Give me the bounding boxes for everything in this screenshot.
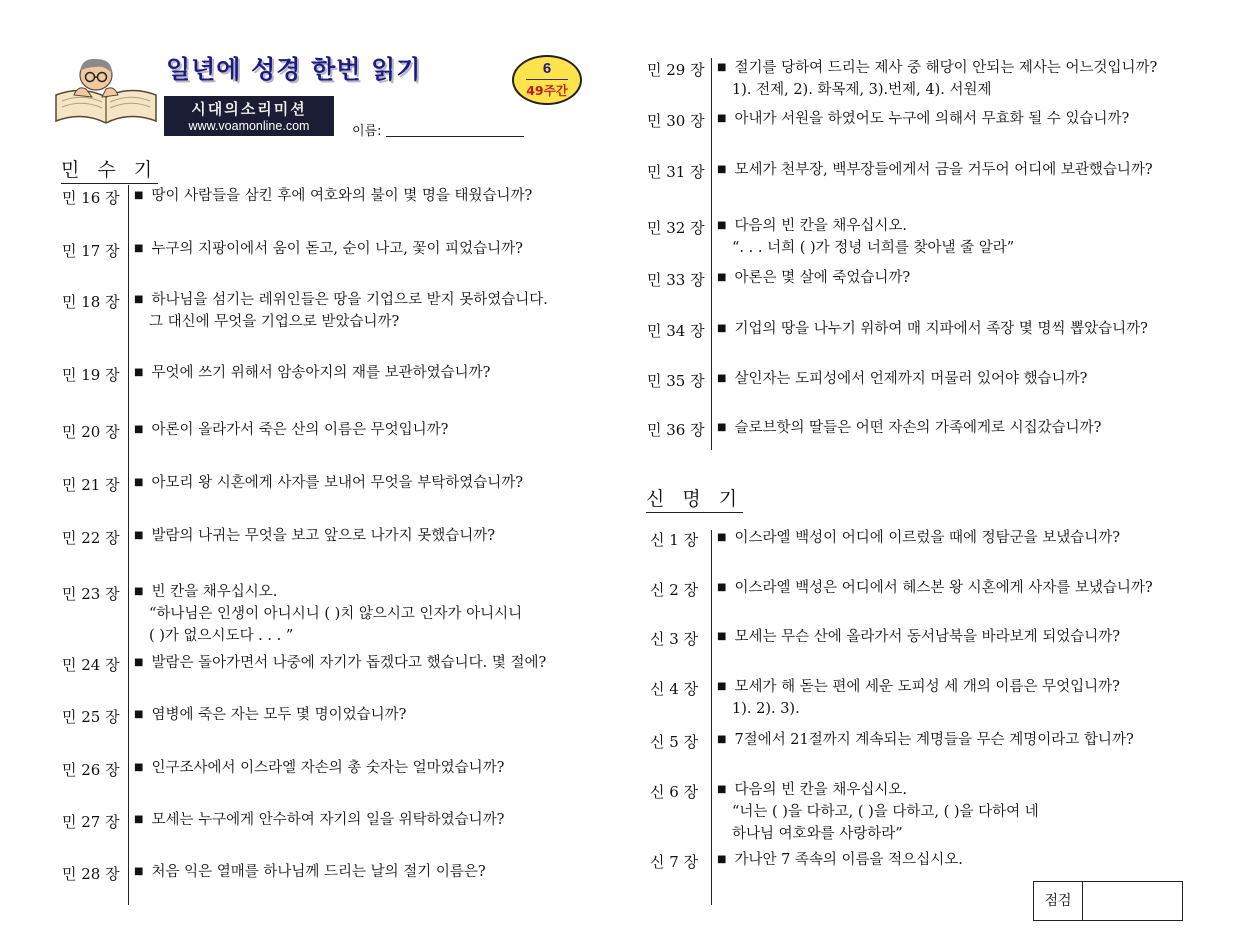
brand-url: www.voamonline.com (188, 119, 310, 133)
bullet-icon: ■ (717, 272, 727, 283)
question-text: 아내가 서원을 하였어도 누구에 의해서 무효화 될 수 있습니까? (734, 111, 1130, 127)
question-item (717, 527, 1120, 549)
question-item (717, 368, 1087, 390)
question-text: 발람은 돌아가면서 나중에 자기가 돕겠다고 했습니다. 몇 절에? (151, 655, 547, 671)
question-item (717, 215, 1014, 259)
question-text: 이스라엘 백성이 어디에 이르렀을 때에 정탐군을 보냈습니까? (734, 530, 1121, 546)
question-item (717, 417, 1101, 439)
question-text: 무엇에 쓰기 위해서 암송아지의 재를 보관하였습니까? (151, 365, 491, 381)
chapter-label: 민 27 장 (62, 813, 120, 831)
question-text: 살인자는 도피성에서 언제까지 머물러 있어야 했습니까? (734, 371, 1088, 387)
bullet-icon: ■ (134, 424, 144, 435)
chapter-label: 민 16 장 (62, 189, 120, 207)
question-item (717, 57, 1157, 101)
question-text: 슬로브핫의 딸들은 어떤 자손의 가족에게로 시집갔습니까? (734, 420, 1102, 436)
brand-banner (164, 96, 334, 136)
question-text: 다음의 빈 칸을 채우십시오. (734, 218, 907, 234)
bullet-icon: ■ (134, 530, 144, 541)
question-item (134, 289, 548, 333)
question-subline: 1). 2). 3). (732, 701, 800, 717)
chapter-label: 신 4 장 (650, 680, 699, 698)
bullet-icon: ■ (717, 62, 727, 73)
bullet-icon: ■ (717, 373, 727, 384)
bullet-icon: ■ (717, 631, 727, 642)
badge-week: 49주간 (526, 83, 568, 98)
chapter-label: 민 28 장 (62, 865, 120, 883)
chapter-label: 민 25 장 (62, 708, 120, 726)
question-item (134, 419, 448, 441)
question-item (717, 779, 1039, 845)
bullet-icon: ■ (134, 243, 144, 254)
question-text: 아모리 왕 시혼에게 사자를 보내어 무엇을 부탁하였습니까? (151, 475, 524, 491)
chapter-label: 민 26 장 (62, 761, 120, 779)
question-subline: “. . . 너희 ( )가 정녕 너희를 찾아낼 줄 알라” (732, 240, 1015, 256)
question-item (717, 849, 963, 871)
chapter-label: 신 1 장 (650, 531, 699, 549)
question-text: 가나안 7 족속의 이름을 적으십시오. (734, 852, 963, 868)
chapter-label: 민 20 장 (62, 423, 120, 441)
bullet-icon: ■ (134, 866, 144, 877)
bullet-icon: ■ (134, 709, 144, 720)
chapter-label: 민 23 장 (62, 585, 120, 603)
bullet-icon: ■ (134, 657, 144, 668)
question-item (134, 362, 490, 384)
bullet-icon: ■ (717, 422, 727, 433)
question-item (134, 704, 406, 726)
reader-icon (52, 55, 160, 125)
chapter-label: 민 34 장 (647, 322, 705, 340)
question-text: 인구조사에서 이스라엘 자손의 총 숫자는 얼마였습니까? (151, 760, 505, 776)
chapter-label: 민 29 장 (647, 61, 705, 79)
question-item (134, 238, 523, 260)
question-text: 처음 익은 열매를 하나님께 드리는 날의 절기 이름은? (151, 864, 486, 880)
question-text: 하나님을 섬기는 레위인들은 땅을 기업으로 받지 못하였습니다. (151, 292, 548, 308)
question-text: 모세가 해 돋는 편에 세운 도피성 세 개의 이름은 무엇입니까? (734, 679, 1120, 695)
bullet-icon: ■ (134, 762, 144, 773)
right-top-divider (711, 58, 712, 450)
question-item (134, 472, 523, 494)
question-text: 기업의 땅을 나누기 위하여 매 지파에서 족장 몇 명씩 뽑았습니까? (734, 321, 1148, 337)
chapter-label: 신 5 장 (650, 733, 699, 751)
question-item (717, 626, 1120, 648)
check-label: 점검 (1034, 882, 1083, 920)
brand-name: 시대의소리미션 (191, 100, 307, 118)
name-field-line[interactable] (386, 136, 524, 137)
question-item (717, 676, 1120, 720)
question-item (717, 159, 1153, 181)
question-text: 아론이 올라가서 죽은 산의 이름은 무엇입니까? (151, 422, 449, 438)
question-text: 다음의 빈 칸을 채우십시오. (734, 782, 907, 798)
question-item (717, 318, 1148, 340)
question-text: 절기를 당하여 드리는 제사 중 해당이 안되는 제사는 어느것입니까? (734, 60, 1158, 76)
question-text: 염병에 죽은 자는 모두 몇 명이었습니까? (151, 707, 407, 723)
bullet-icon: ■ (717, 734, 727, 745)
chapter-label: 신 2 장 (650, 581, 699, 599)
chapter-label: 민 17 장 (62, 242, 120, 260)
badge-number: 6 (542, 60, 552, 77)
page-title: 일년에 성경 한번 읽기 (166, 55, 422, 84)
question-text: 모세는 누구에게 안수하여 자기의 일을 위탁하였습니까? (151, 812, 505, 828)
left-column-divider (128, 185, 129, 905)
bullet-icon: ■ (717, 582, 727, 593)
chapter-label: 신 6 장 (650, 783, 699, 801)
question-subline: ( )가 없으시도다 . . . ” (149, 628, 294, 644)
bullet-icon: ■ (717, 532, 727, 543)
question-item (717, 577, 1153, 599)
bullet-icon: ■ (134, 294, 144, 305)
bullet-icon: ■ (134, 586, 144, 597)
chapter-label: 민 33 장 (647, 271, 705, 289)
question-subline: 그 대신에 무엇을 기업으로 받았습니까? (149, 314, 400, 330)
chapter-label: 신 7 장 (650, 853, 699, 871)
chapter-label: 민 35 장 (647, 372, 705, 390)
question-item (134, 861, 486, 883)
question-text: 모세는 무슨 산에 올라가서 동서남북을 바라보게 되었습니까? (734, 629, 1121, 645)
bullet-icon: ■ (134, 367, 144, 378)
bullet-icon: ■ (717, 681, 727, 692)
chapter-label: 민 21 장 (62, 476, 120, 494)
bullet-icon: ■ (717, 784, 727, 795)
chapter-label: 신 3 장 (650, 630, 699, 648)
bullet-icon: ■ (717, 164, 727, 175)
bullet-icon: ■ (717, 113, 727, 124)
question-item (134, 809, 504, 831)
bullet-icon: ■ (134, 477, 144, 488)
question-text: 누구의 지팡이에서 움이 돋고, 순이 나고, 꽃이 피었습니까? (151, 241, 523, 257)
chapter-label: 민 30 장 (647, 112, 705, 130)
question-subline: “너는 ( )을 다하고, ( )을 다하고, ( )을 다하여 네 (732, 804, 1039, 820)
question-item (134, 652, 546, 674)
question-subline: 하나님 여호와를 사랑하라” (732, 826, 903, 842)
question-item (717, 108, 1129, 130)
question-text: 빈 칸을 채우십시오. (151, 584, 278, 600)
chapter-label: 민 31 장 (647, 163, 705, 181)
bullet-icon: ■ (134, 190, 144, 201)
question-item (134, 185, 532, 207)
chapter-label: 민 19 장 (62, 366, 120, 384)
name-label: 이름: (352, 124, 382, 139)
bullet-icon: ■ (717, 323, 727, 334)
right-bottom-divider (711, 530, 712, 905)
question-item (134, 757, 504, 779)
question-text: 모세가 천부장, 백부장들에게서 금을 거두어 어디에 보관했습니까? (734, 162, 1153, 178)
chapter-label: 민 32 장 (647, 219, 705, 237)
chapter-label: 민 24 장 (62, 656, 120, 674)
question-item (134, 581, 522, 647)
bullet-icon: ■ (717, 854, 727, 865)
chapter-label: 민 22 장 (62, 529, 120, 547)
section-title-numbers: 민 수 기 (61, 155, 158, 184)
section-title-deuteronomy: 신 명 기 (646, 484, 743, 513)
badge-divider (526, 79, 568, 80)
chapter-label: 민 36 장 (647, 421, 705, 439)
week-badge (512, 55, 582, 105)
question-item (717, 729, 1134, 751)
question-subline: “하나님은 인생이 아니시니 ( )치 않으시고 인자가 아니시니 (149, 606, 523, 622)
bullet-icon: ■ (717, 220, 727, 231)
question-item (717, 267, 910, 289)
chapter-label: 민 18 장 (62, 293, 120, 311)
question-text: 이스라엘 백성은 어디에서 헤스본 왕 시혼에게 사자를 보냈습니까? (734, 580, 1153, 596)
question-text: 땅이 사람들을 삼킨 후에 여호와의 불이 몇 명을 태웠습니까? (151, 188, 533, 204)
check-box[interactable] (1033, 881, 1183, 921)
question-text: 아론은 몇 살에 죽었습니까? (734, 270, 911, 286)
question-text: 발람의 나귀는 무엇을 보고 앞으로 나가지 못했습니까? (151, 528, 496, 544)
question-subline: 1). 전제, 2). 화목제, 3).번제, 4). 서원제 (732, 82, 992, 98)
question-text: 7절에서 21절까지 계속되는 계명들을 무슨 계명이라고 합니까? (734, 732, 1134, 748)
bullet-icon: ■ (134, 814, 144, 825)
question-item (134, 525, 495, 547)
